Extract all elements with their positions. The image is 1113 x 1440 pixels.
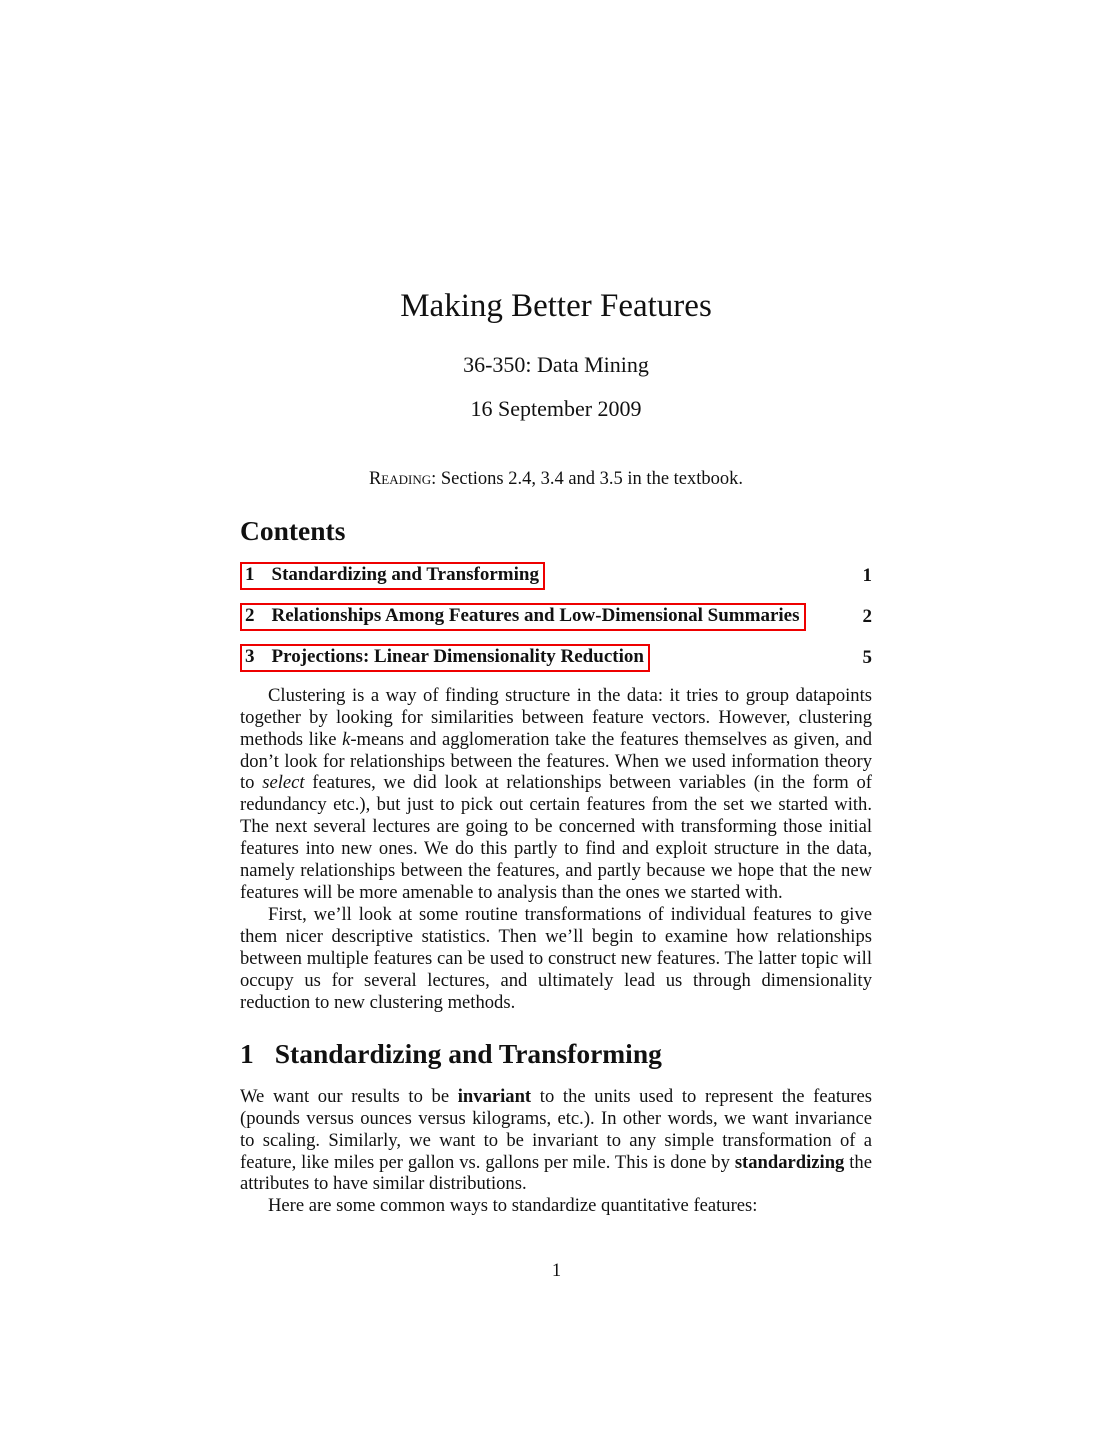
- paragraph-text: -means and agglomeration take the features themselves as given, and don’t look for relationships between the features. When we used information theory to: [240, 728, 873, 794]
- toc-entry-title: Standardizing and Transforming: [271, 564, 539, 586]
- paragraph-text: to the units used to represent the features (pounds versus ounces versus kilograms, etc.). In other words, we want invariance to scaling. Similarly, we want to be invariant to any simple transformation of a feature, like miles per gallon vs. gallons per mile. This is done by: [240, 1085, 872, 1173]
- section-title: Standardizing and Transforming: [274, 1038, 662, 1070]
- toc-entry-title: Relationships Among Features and Low-Dimensional Summaries: [271, 605, 800, 627]
- toc-page-number: 2: [862, 605, 872, 627]
- toc-page-number: 5: [862, 646, 872, 668]
- toc-entry-number: 1: [245, 564, 255, 586]
- toc-page-number: 1: [862, 565, 872, 587]
- toc-link-section-2[interactable]: [240, 603, 806, 631]
- course-subtitle: 36-350: Data Mining: [463, 351, 649, 377]
- toc-entry-2: [240, 603, 872, 631]
- section-1-paragraph-1: [240, 1086, 872, 1196]
- toc-entry-1: [240, 562, 872, 590]
- toc-link-section-1[interactable]: [240, 562, 545, 590]
- toc-link-section-3[interactable]: [240, 644, 650, 672]
- bold-term-invariant: invariant: [457, 1085, 532, 1107]
- reading-label: Reading:: [368, 468, 437, 489]
- section-1-paragraph-2: Here are some common ways to standardize quantitative features:: [268, 1195, 758, 1217]
- toc-entry-number: 2: [245, 605, 255, 627]
- page-number-footer: 1: [551, 1261, 562, 1281]
- reading-note: [240, 468, 872, 490]
- section-1-heading: [240, 1038, 872, 1070]
- bold-term-standardizing: standardizing: [734, 1151, 845, 1173]
- toc-entry-3: [240, 644, 872, 672]
- italic-term-select: select: [262, 772, 305, 794]
- toc-entry-number: 3: [245, 645, 255, 667]
- toc-heading: Contents: [240, 514, 346, 546]
- italic-term-k: k: [342, 728, 351, 750]
- paragraph-text: the attributes to have similar distributions.: [240, 1151, 872, 1195]
- paragraph-text: features, we did look at relationships between variables (in the form of redundancy etc.), but just to pick out certain features from the set we started with. The next several lectures are going to be concerned with transforming those initial features into new ones. We do this partly to find and exploit structure in the data, namely relationships between the features, and partly because we hope that the new features will be more amenable to analysis than the ones we started with.: [240, 772, 872, 903]
- section-number: 1: [240, 1038, 254, 1070]
- text-column: [240, 0, 872, 1217]
- document-date: 16 September 2009: [470, 396, 642, 422]
- intro-paragraph-2: First, we’ll look at some routine transformations of individual features to give them nicer descriptive statistics. Then we’ll begin to examine how relationships between multiple features can be used to construct new features. The latter topic will occupy us for several lectures, and ultimately lead us through dimensionality reduction to new clustering methods.: [240, 903, 872, 1013]
- document-title: Making Better Features: [400, 288, 712, 324]
- toc-entry-title: Projections: Linear Dimensionality Reduction: [271, 645, 644, 667]
- reading-text: Sections 2.4, 3.4 and 3.5 in the textbook.: [436, 468, 744, 489]
- paragraph-text: Clustering is a way of finding structure in the data: it tries to group datapoints together by looking for similarities between feature vectors. However, clustering methods like: [240, 684, 872, 750]
- intro-paragraph-1: [240, 685, 872, 904]
- paragraph-text: We want our results to be: [240, 1085, 458, 1107]
- table-of-contents: [240, 562, 872, 672]
